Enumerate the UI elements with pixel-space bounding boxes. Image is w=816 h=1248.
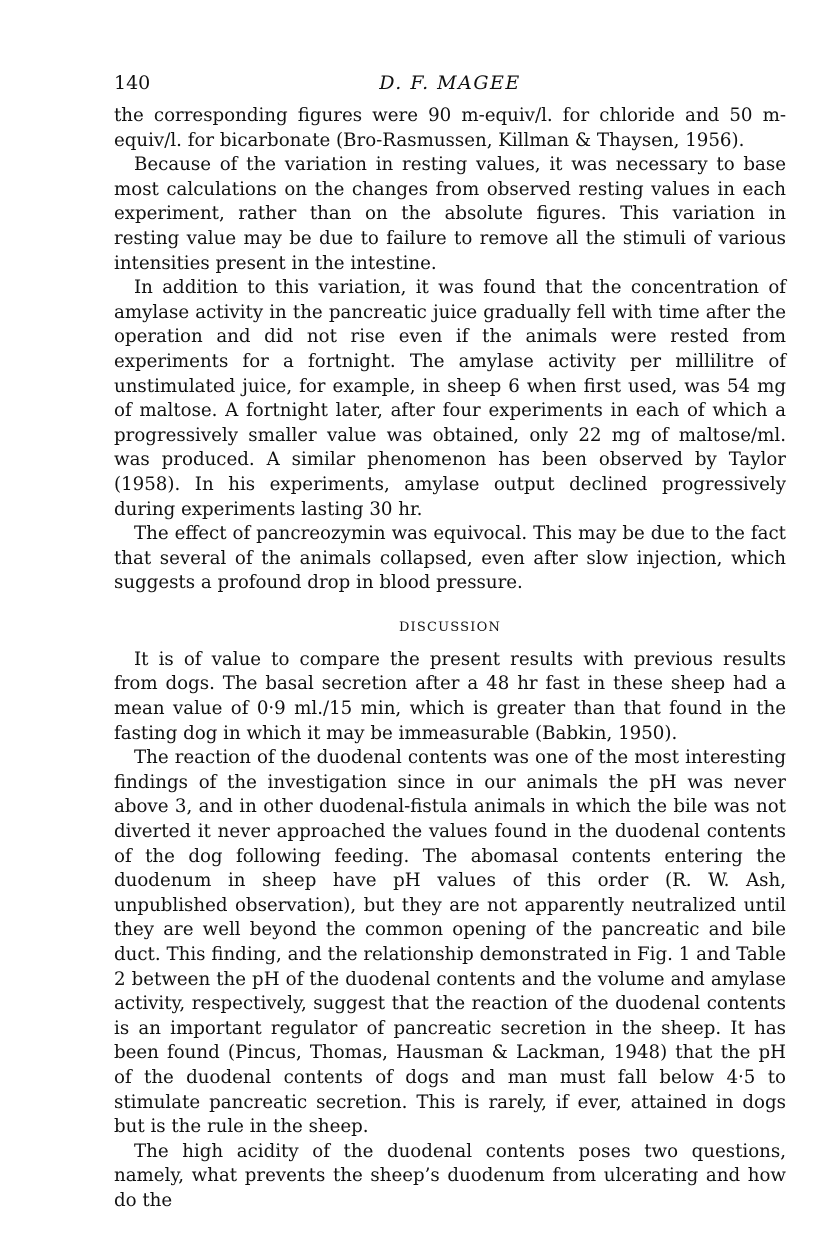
paragraph: The effect of pancreozymin was equivocal. This may be due to the fact that several of the animals collapsed, even after slow injection, which suggests a profound drop in blood pressure. <box>114 523 786 594</box>
page-number: 140 <box>114 72 151 94</box>
paragraph: It is of value to compare the present results with previous results from dogs. The basal secretion after a 48 hr fast in these sheep had a mean value of 0·9 ml./15 min, which is greater than that found in the fasting dog in which it may be immeasurable (Babkin, 1950). <box>114 648 786 744</box>
paragraph-continued: the corresponding figures were 90 m-equiv/l. for chloride and 50 m-equiv/l. for bicarbonate (Bro-Rasmussen, Killman & Thaysen, 1956). <box>114 105 786 151</box>
paragraph: In addition to this variation, it was found that the concentration of amylase activity in the pancreatic juice gradually fell with time after the operation and did not rise even if the animals were rested from experiments for a fortnight. The amylase activity per millilitre of unstimulated juice, for example, in sheep 6 when first used, was 54 mg of maltose. A fortnight later, after four experiments in each of which a progressively smaller value was obtained, only 22 mg of maltose/ml. was produced. A similar phenomenon has been observed by Taylor (1958). In his experiments, amylase output declined progressively during experiments lasting 30 hr. <box>114 277 786 520</box>
running-head <box>114 68 786 98</box>
results-section <box>114 104 786 596</box>
page <box>114 68 786 1214</box>
discussion-section <box>114 648 786 1214</box>
paragraph: The reaction of the duodenal contents was one of the most interesting findings of the investigation since in our animals the pH was never above 3, and in other duodenal-fistula animals in which the bile was not diverted it never approached the values found in the duodenal contents of the dog following feeding. The abomasal contents entering the duodenum in sheep have pH values of this order (R. W. Ash, unpublished observation), but they are not apparently neutralized until they are well beyond the common opening of the pancreatic and bile duct. This finding, and the relationship demonstrated in Fig. 1 and Table 2 between the pH of the duodenal contents and the volume and amylase activity, respectively, suggest that the reaction of the duodenal contents is an important regulator of pancreatic secretion in the sheep. It has been found (Pincus, Thomas, Hausman & Lackman, 1948) that the pH of the duodenal contents of dogs and man must fall below 4·5 to stimulate pancreatic secretion. This is rarely, if ever, attained in dogs but is the rule in the sheep. <box>114 747 786 1138</box>
paragraph: Because of the variation in resting values, it was necessary to base most calculations on the changes from observed resting values in each experiment, rather than on the absolute figures. This variation in resting value may be due to failure to remove all the stimuli of various intensities present in the intestine. <box>114 154 786 274</box>
paragraph-continues: The high acidity of the duodenal contents poses two questions, namely, what prevents the sheep’s duodenum from ulcerating and how do the <box>114 1140 786 1211</box>
running-head-author: D. F. MAGEE <box>379 72 521 94</box>
discussion-heading: DISCUSSION <box>398 619 502 635</box>
